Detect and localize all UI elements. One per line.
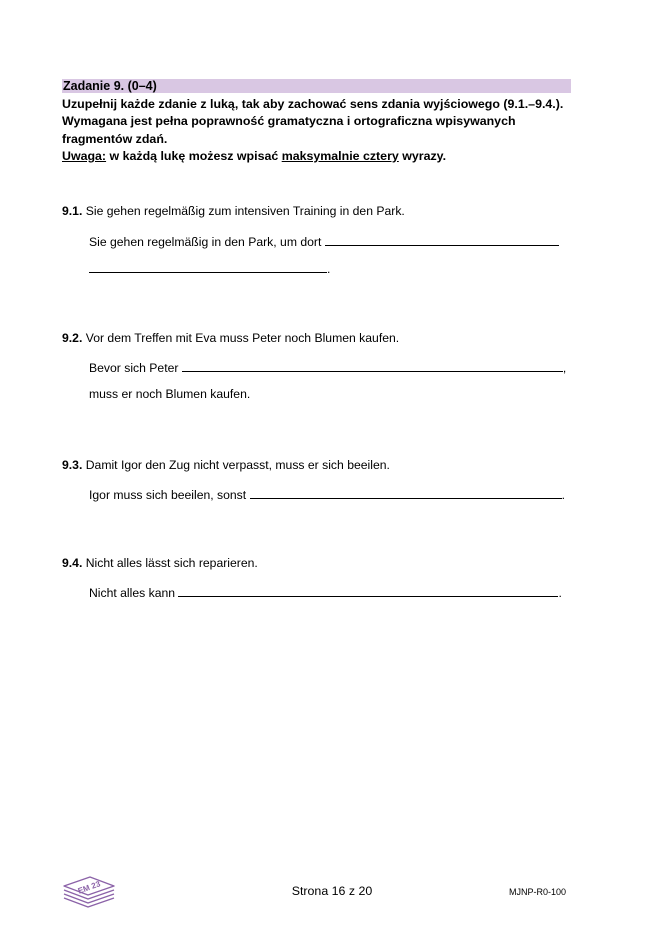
item-number: 9.3. [62,458,83,472]
prompt-text: Nicht alles kann [89,586,176,600]
page-number: Strona 16 z 20 [291,884,373,898]
note-line [62,148,582,165]
answer-blank[interactable] [250,486,562,499]
gap-sentence [89,486,565,502]
continuation-text: muss er noch Blumen kaufen. [89,387,251,401]
item-number: 9.4. [62,556,83,570]
logo-text: EM 23 [76,879,102,896]
gap-sentence [89,584,562,600]
sentence-end: . [558,586,562,600]
answer-blank[interactable] [178,584,558,597]
source-sentence [62,331,399,345]
document-code: MJNP-R0-100 [509,887,567,897]
answer-blank[interactable] [182,359,563,372]
note-emphasis: maksymalnie cztery [281,148,399,163]
source-sentence [62,556,258,570]
instruction-line: fragmentów zdań. [62,131,168,146]
source-text: Vor dem Treffen mit Eva muss Peter noch Blumen kaufen. [85,331,400,345]
source-text: Nicht alles lässt sich reparieren. [85,556,258,570]
task-header: Zadanie 9. (0–4) [62,79,571,93]
prompt-text: Bevor sich Peter [89,361,179,375]
sentence-end: , [562,361,567,375]
source-sentence [62,204,405,218]
sentence-end: . [327,262,331,276]
source-text: Sie gehen regelmäßig zum intensiven Training in den Park. [85,204,405,218]
answer-blank[interactable] [325,233,559,246]
task-instructions [62,96,582,165]
sentence-end: . [561,488,565,502]
source-text: Damit Igor den Zug nicht verpasst, muss er sich beeilen. [85,458,390,472]
note-text: wyrazy. [398,148,447,163]
instruction-line: Uzupełnij każde zdanie z luką, tak aby zachować sens zdania wyjściowego (9.1.–9.4.). [62,97,564,111]
source-sentence [62,458,390,472]
prompt-text: Sie gehen regelmäßig in den Park, um dort [89,235,322,249]
gap-sentence-continued [89,260,330,276]
item-number: 9.2. [62,331,83,345]
gap-sentence [89,359,566,375]
prompt-text: Igor muss sich beeilen, sonst [89,488,247,502]
instruction-line: Wymagana jest pełna poprawność gramatyczna i ortograficzna wpisywanych [62,114,516,129]
note-label: Uwaga: [62,148,107,163]
item-number: 9.1. [62,204,83,218]
note-text: w każdą lukę możesz wpisać [106,148,282,163]
gap-sentence [89,233,559,249]
answer-blank[interactable] [89,260,327,273]
